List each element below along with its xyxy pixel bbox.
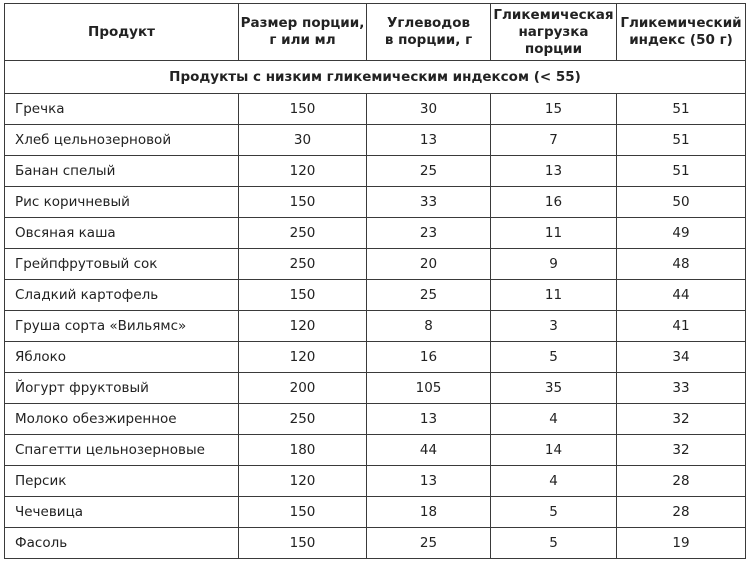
cell-product-name: Чечевица bbox=[5, 497, 239, 528]
cell-product-name: Груша сорта «Вильямс» bbox=[5, 311, 239, 342]
cell-glycemic-load: 35 bbox=[491, 373, 617, 404]
cell-glycemic-index: 48 bbox=[617, 249, 746, 280]
cell-carbs: 16 bbox=[367, 342, 491, 373]
cell-glycemic-load: 11 bbox=[491, 218, 617, 249]
table-row bbox=[5, 156, 746, 187]
cell-carbs: 8 bbox=[367, 311, 491, 342]
header-portion-size bbox=[239, 4, 367, 61]
header-carbs-line2: в порции, г bbox=[384, 32, 473, 48]
cell-glycemic-index: 49 bbox=[617, 218, 746, 249]
table-row bbox=[5, 528, 746, 559]
table-row bbox=[5, 342, 746, 373]
cell-glycemic-index: 28 bbox=[617, 466, 746, 497]
cell-product-name: Банан спелый bbox=[5, 156, 239, 187]
cell-product-name: Йогурт фруктовый bbox=[5, 373, 239, 404]
cell-glycemic-index: 32 bbox=[617, 404, 746, 435]
header-carbs bbox=[367, 4, 491, 61]
table-row bbox=[5, 311, 746, 342]
cell-carbs: 18 bbox=[367, 497, 491, 528]
cell-glycemic-index: 34 bbox=[617, 342, 746, 373]
cell-portion-size: 30 bbox=[239, 125, 367, 156]
table-row bbox=[5, 280, 746, 311]
cell-glycemic-load: 4 bbox=[491, 466, 617, 497]
header-product bbox=[5, 4, 239, 61]
table-body bbox=[5, 61, 746, 559]
section-title: Продукты с низким гликемическим индексом (< 55) bbox=[5, 61, 746, 94]
header-glycemic-index-line1: Гликемический bbox=[620, 15, 742, 31]
cell-product-name: Хлеб цельнозерновой bbox=[5, 125, 239, 156]
cell-portion-size: 150 bbox=[239, 94, 367, 125]
cell-portion-size: 250 bbox=[239, 404, 367, 435]
cell-carbs: 30 bbox=[367, 94, 491, 125]
cell-product-name: Гречка bbox=[5, 94, 239, 125]
cell-carbs: 25 bbox=[367, 156, 491, 187]
cell-glycemic-load: 11 bbox=[491, 280, 617, 311]
cell-glycemic-load: 5 bbox=[491, 342, 617, 373]
cell-product-name: Спагетти цельнозерновые bbox=[5, 435, 239, 466]
cell-glycemic-load: 5 bbox=[491, 528, 617, 559]
cell-product-name: Сладкий картофель bbox=[5, 280, 239, 311]
cell-portion-size: 250 bbox=[239, 218, 367, 249]
cell-glycemic-load: 13 bbox=[491, 156, 617, 187]
cell-portion-size: 150 bbox=[239, 528, 367, 559]
header-row bbox=[5, 4, 746, 61]
cell-glycemic-load: 9 bbox=[491, 249, 617, 280]
cell-glycemic-index: 32 bbox=[617, 435, 746, 466]
cell-glycemic-load: 16 bbox=[491, 187, 617, 218]
cell-portion-size: 250 bbox=[239, 249, 367, 280]
header-glycemic-load bbox=[491, 4, 617, 61]
table-row bbox=[5, 187, 746, 218]
table-header bbox=[5, 4, 746, 61]
cell-glycemic-index: 19 bbox=[617, 528, 746, 559]
cell-portion-size: 150 bbox=[239, 280, 367, 311]
cell-carbs: 20 bbox=[367, 249, 491, 280]
table-row bbox=[5, 249, 746, 280]
cell-carbs: 23 bbox=[367, 218, 491, 249]
cell-glycemic-load: 3 bbox=[491, 311, 617, 342]
cell-glycemic-index: 28 bbox=[617, 497, 746, 528]
table-row bbox=[5, 218, 746, 249]
cell-portion-size: 120 bbox=[239, 466, 367, 497]
cell-glycemic-index: 50 bbox=[617, 187, 746, 218]
header-glycemic-index-line2: индекс (50 г) bbox=[629, 32, 733, 48]
cell-carbs: 13 bbox=[367, 466, 491, 497]
table-row bbox=[5, 466, 746, 497]
cell-portion-size: 120 bbox=[239, 156, 367, 187]
header-portion-size-line2: г или мл bbox=[269, 32, 336, 48]
cell-portion-size: 120 bbox=[239, 311, 367, 342]
header-carbs-line1: Углеводов bbox=[386, 15, 471, 31]
cell-carbs: 25 bbox=[367, 528, 491, 559]
table-row bbox=[5, 497, 746, 528]
cell-glycemic-load: 4 bbox=[491, 404, 617, 435]
cell-glycemic-load: 14 bbox=[491, 435, 617, 466]
cell-glycemic-index: 44 bbox=[617, 280, 746, 311]
cell-portion-size: 150 bbox=[239, 187, 367, 218]
section-row bbox=[5, 61, 746, 94]
cell-glycemic-load: 15 bbox=[491, 94, 617, 125]
cell-product-name: Фасоль bbox=[5, 528, 239, 559]
cell-product-name: Молоко обезжиренное bbox=[5, 404, 239, 435]
cell-carbs: 13 bbox=[367, 125, 491, 156]
cell-glycemic-load: 5 bbox=[491, 497, 617, 528]
cell-glycemic-index: 51 bbox=[617, 156, 746, 187]
cell-carbs: 105 bbox=[367, 373, 491, 404]
header-glycemic-load-line2: нагрузка порции bbox=[518, 23, 589, 57]
header-glycemic-load-line1: Гликемическая bbox=[493, 6, 614, 23]
header-glycemic-index bbox=[617, 4, 746, 61]
cell-carbs: 25 bbox=[367, 280, 491, 311]
cell-portion-size: 150 bbox=[239, 497, 367, 528]
glycemic-index-table bbox=[4, 3, 746, 559]
cell-product-name: Овсяная каша bbox=[5, 218, 239, 249]
table-row bbox=[5, 94, 746, 125]
cell-product-name: Яблоко bbox=[5, 342, 239, 373]
cell-glycemic-index: 51 bbox=[617, 94, 746, 125]
cell-product-name: Персик bbox=[5, 466, 239, 497]
cell-glycemic-index: 41 bbox=[617, 311, 746, 342]
table-row bbox=[5, 435, 746, 466]
header-portion-size-line1: Размер порции, bbox=[240, 15, 365, 31]
table-row bbox=[5, 404, 746, 435]
table-row bbox=[5, 125, 746, 156]
cell-carbs: 44 bbox=[367, 435, 491, 466]
cell-portion-size: 200 bbox=[239, 373, 367, 404]
cell-carbs: 33 bbox=[367, 187, 491, 218]
cell-glycemic-index: 51 bbox=[617, 125, 746, 156]
cell-portion-size: 120 bbox=[239, 342, 367, 373]
cell-glycemic-index: 33 bbox=[617, 373, 746, 404]
table-row bbox=[5, 373, 746, 404]
cell-glycemic-load: 7 bbox=[491, 125, 617, 156]
cell-product-name: Рис коричневый bbox=[5, 187, 239, 218]
cell-product-name: Грейпфрутовый сок bbox=[5, 249, 239, 280]
cell-portion-size: 180 bbox=[239, 435, 367, 466]
header-product-line1: Продукт bbox=[88, 23, 155, 40]
cell-carbs: 13 bbox=[367, 404, 491, 435]
